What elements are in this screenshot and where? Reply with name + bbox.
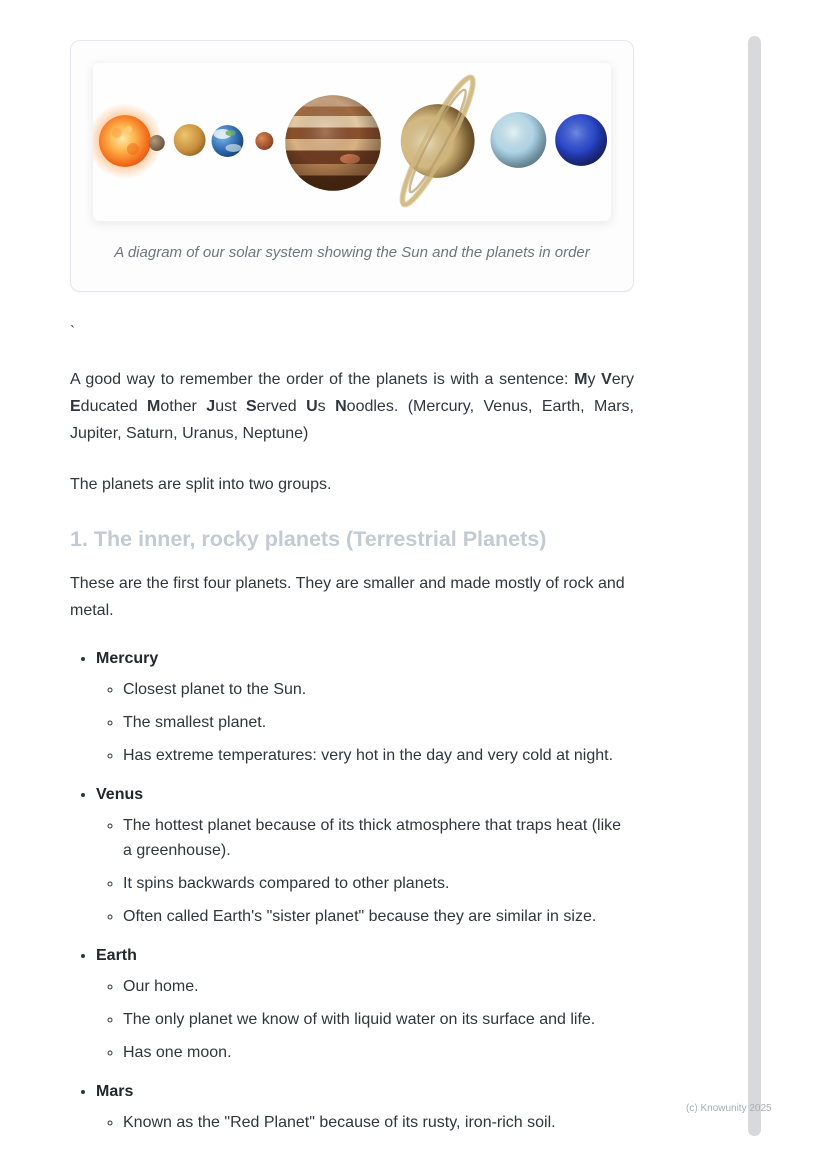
copyright-watermark: (c) Knowunity 2025 <box>686 1103 772 1114</box>
planet-item <box>96 782 634 929</box>
mnemonic-text: other <box>160 398 207 415</box>
fact-item: ◦ The smallest planet. <box>123 710 634 735</box>
section-intro: These are the first four planets. They are smaller and made mostly of rock and metal. <box>70 575 625 619</box>
venus-image <box>174 124 206 156</box>
mnemonic-paragraph <box>70 366 634 447</box>
fact-item: ◦ The hottest planet because of its thick atmosphere that traps heat (like a greenhouse). <box>123 813 634 863</box>
mnemonic-bold-letter: N <box>335 398 347 415</box>
planet-name: • Mars <box>96 1083 134 1100</box>
mnemonic-bold-letter: M <box>147 398 161 415</box>
mnemonic-bold-letter: J <box>206 398 216 415</box>
planet-list <box>70 646 634 1135</box>
mnemonic-bold-letter: V <box>601 371 612 388</box>
earth-image <box>212 125 244 157</box>
mnemonic-text: ducated <box>80 398 148 415</box>
fact-item: ◦ It spins backwards compared to other planets. <box>123 871 634 896</box>
document-content <box>70 40 634 1149</box>
fact-item: ◦ Our home. <box>123 974 634 999</box>
planet-name: • Earth <box>96 947 137 964</box>
fact-list <box>96 1110 634 1135</box>
jupiter-image <box>285 95 381 191</box>
solar-system-image <box>93 63 611 221</box>
mnemonic-text: s <box>317 398 336 415</box>
mars-image <box>255 132 273 150</box>
mnemonic-text: oodles. (Mercury, Venus, Earth, Mars, Jupiter, Saturn, Uranus, Neptune) <box>70 398 634 442</box>
section-heading: 1. The inner, rocky planets (Terrestrial Planets) <box>70 527 547 551</box>
mnemonic-bold-letter: U <box>306 398 318 415</box>
uranus-image <box>490 112 546 168</box>
mnemonic-text: A good way to remember the order of the planets is with a sentence: <box>70 371 575 388</box>
figure-caption: A diagram of our solar system showing the Sun and the planets in order <box>114 244 590 261</box>
mnemonic-bold-letter: M <box>574 371 588 388</box>
groups-paragraph: The planets are split into two groups. <box>70 476 332 493</box>
mercury-image <box>149 135 165 151</box>
fact-item: ◦ Has extreme temperatures: very hot in the day and very cold at night. <box>123 743 634 768</box>
fact-item: ◦ Closest planet to the Sun. <box>123 677 634 702</box>
solar-system-figure <box>70 40 634 292</box>
scrollbar-thumb[interactable] <box>748 36 761 1136</box>
neptune-image <box>555 114 607 166</box>
mnemonic-text: erved <box>256 398 307 415</box>
planet-item <box>96 646 634 768</box>
fact-list <box>96 813 634 929</box>
planet-item <box>96 943 634 1065</box>
fact-item: ◦ Has one moon. <box>123 1040 634 1065</box>
planet-name: • Venus <box>96 786 144 803</box>
fact-item: ◦ The only planet we know of with liquid water on its surface and life. <box>123 1007 634 1032</box>
saturn-image <box>371 63 503 221</box>
planet-name: • Mercury <box>96 650 159 667</box>
mnemonic-bold-letter: E <box>70 398 81 415</box>
fact-list <box>96 677 634 768</box>
stray-backtick: ` <box>70 323 75 340</box>
fact-item: ◦ Often called Earth's "sister planet" because they are similar in size. <box>123 904 634 929</box>
mnemonic-text: ery <box>611 371 634 388</box>
mnemonic-bold-letter: S <box>245 398 257 415</box>
mnemonic-text: ust <box>215 398 246 415</box>
mnemonic-text: y <box>587 371 602 388</box>
fact-item: ◦ Known as the "Red Planet" because of its rusty, iron-rich soil. <box>123 1110 634 1135</box>
planet-item <box>96 1079 634 1135</box>
fact-list <box>96 974 634 1065</box>
